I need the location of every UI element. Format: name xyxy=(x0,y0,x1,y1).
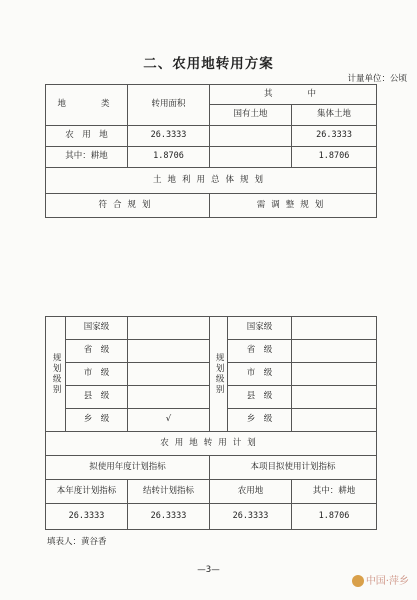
left-level-province: 省 级 xyxy=(66,340,128,363)
cultivated-label: 其中：耕地 xyxy=(46,147,128,168)
measurement-unit: 计量单位：公顷 xyxy=(347,74,407,84)
farmland-state-cell xyxy=(210,126,292,147)
left-national-value xyxy=(128,317,210,340)
farmland-header: 农用地 xyxy=(210,480,292,504)
left-province-value xyxy=(128,340,210,363)
state-owned-header: 国有土地 xyxy=(210,105,292,126)
annual-plan-header: 本年度计划指标 xyxy=(46,480,128,504)
farmland-collective: 26.3333 xyxy=(292,126,377,147)
watermark-logo-icon xyxy=(352,575,364,587)
level-label-right: 规划级别 xyxy=(210,317,228,432)
plan-section-title: 土地利用总体规划 xyxy=(46,168,377,194)
levels-grid xyxy=(45,316,377,432)
proposed-indicator-header: 拟使用年度计划指标 xyxy=(46,456,210,480)
conversion-section-title: 农用地转用计划 xyxy=(46,432,377,456)
of-which-header: 其 中 xyxy=(210,85,377,105)
right-level-city: 市 级 xyxy=(228,363,292,386)
right-national-value xyxy=(292,317,377,340)
left-county-value xyxy=(128,386,210,409)
right-county-value xyxy=(292,386,377,409)
complies-plan-header: 符合规划 xyxy=(46,194,210,218)
document-title: 二、农用地转用方案 xyxy=(143,56,274,72)
left-level-national: 国家级 xyxy=(66,317,128,340)
left-level-city: 市 级 xyxy=(66,363,128,386)
converted-area-header: 转用面积 xyxy=(128,85,210,126)
level-label-left: 规划级别 xyxy=(46,317,66,432)
project-indicator-header: 本项目拟使用计划指标 xyxy=(210,456,377,480)
page-number: —3— xyxy=(197,565,220,575)
right-township-value xyxy=(292,409,377,432)
farmland-area: 26.3333 xyxy=(128,126,210,147)
left-city-value xyxy=(128,363,210,386)
cultivated-header: 其中：耕地 xyxy=(292,480,377,504)
watermark: 中国·萍乡 xyxy=(352,572,409,587)
form-filler: 填表人：黄谷香 xyxy=(47,537,107,547)
needs-adjust-header: 需调整规划 xyxy=(210,194,377,218)
right-city-value xyxy=(292,363,377,386)
township-check-mark: √ xyxy=(128,409,210,432)
carried-over-header: 结转计划指标 xyxy=(128,480,210,504)
right-level-township: 乡 级 xyxy=(228,409,292,432)
cultivated-value: 1.8706 xyxy=(292,504,377,530)
left-level-county: 县 级 xyxy=(66,386,128,409)
annual-plan-value: 26.3333 xyxy=(46,504,128,530)
cultivated-area: 1.8706 xyxy=(128,147,210,168)
conversion-plan-table xyxy=(45,431,377,530)
right-province-value xyxy=(292,340,377,363)
cultivated-collective: 1.8706 xyxy=(292,147,377,168)
farmland-label: 农 用 地 xyxy=(46,126,128,147)
land-type-header: 地 类 xyxy=(46,85,128,126)
left-level-township: 乡 级 xyxy=(66,409,128,432)
right-level-county: 县 级 xyxy=(228,386,292,409)
conversion-form-table xyxy=(45,84,377,218)
right-level-national: 国家级 xyxy=(228,317,292,340)
cultivated-state-cell xyxy=(210,147,292,168)
right-level-province: 省 级 xyxy=(228,340,292,363)
collective-header: 集体土地 xyxy=(292,105,377,126)
farmland-value: 26.3333 xyxy=(210,504,292,530)
carried-over-value: 26.3333 xyxy=(128,504,210,530)
